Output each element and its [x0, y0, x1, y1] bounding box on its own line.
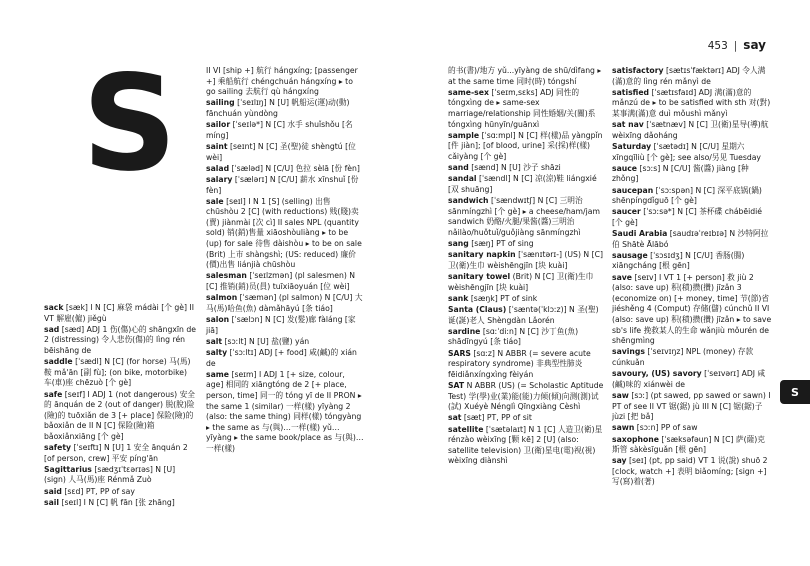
entry-definition: [ˈseɪlɪŋ] N [U] 帆船运(運)动(動) fānchuán yùndòng [206, 98, 350, 118]
entry-headword: saucer [612, 207, 641, 217]
entry-headword: sawn [612, 423, 635, 433]
entry-headword: sack [44, 303, 64, 312]
dictionary-entry [206, 197, 364, 271]
entry-headword: sailor [206, 120, 231, 130]
dictionary-entry [448, 250, 606, 271]
entry-definition: [ˈsænɪtərɪ-] (US) N [C] 卫(衛)生巾 wèishēngjīn [块 kuài] [448, 250, 603, 270]
entry-definition: [ˈsætədɪ] N [C/U] 星期六 xīngqīliù [个 gè]; see also/另见 Tuesday [612, 141, 761, 162]
entry-headword: sad [44, 324, 60, 334]
entry-definition: [ˈseɪvɪŋz] NPL (money) 存款 cúnkuǎn [612, 347, 754, 367]
dictionary-entry [448, 174, 606, 195]
entry-headword: salmon [206, 293, 238, 303]
entry-headword: sang [448, 239, 469, 249]
entry-definition: [ˈsætəlaɪt] N 1 [C] 人造卫(衛)星 rénzào wèixīng [颗 kē] 2 [U] (also: satellite television) 卫(衛)星电(電)视(視) wèixīng diànshì [448, 424, 603, 466]
dictionary-entry [448, 305, 606, 326]
entry-headword: satisfactory [612, 66, 664, 75]
entry-headword: sample [448, 130, 480, 140]
entry-headword: sank [448, 293, 469, 303]
entry-definition: [sænd] N [U] 沙子 shāzi [471, 163, 561, 173]
entry-headword: sat [448, 413, 462, 423]
dictionary-entry [44, 465, 196, 486]
entry-definition: [saudɪəˈreɪbɪə] N 沙特阿拉伯 Shātè Ālābó [612, 229, 769, 249]
entry-headword: salary [206, 174, 233, 184]
entry-definition: [sɔːn] PP of saw [636, 423, 698, 433]
dictionary-entry [206, 164, 364, 175]
entry-headword: savings [612, 347, 645, 357]
entry-definition: [sæŋk] PT of sink [470, 293, 538, 303]
dictionary-entry [448, 413, 606, 424]
entry-headword: sanitary towel [448, 272, 511, 282]
entry-definition: [sɑːˈdiːn] N [C] 沙丁鱼(魚) shādīngyú [条 tiáo] [448, 326, 579, 347]
entry-definition: [ˈsætnæv] N [C] 卫(衛)星导(導)航 wèixīng dǎoháng [612, 120, 769, 140]
column-2 [206, 66, 364, 455]
entry-definition: [ˈsɔːltɪ] ADJ [+ food] 咸(鹹)的 xián de [206, 347, 357, 368]
entry-definition: [sɑːz] N ABBR (= severe acute respiratory syndrome) 非典型性肺炎 fēidiǎnxíngxìng fèiyán [448, 348, 591, 379]
entry-headword: safety [44, 443, 72, 453]
entry-definition: [seɪl] I N 1 [S] (selling) 出售 chūshòu 2 [C] (with reductions) 贱(賤)卖(賣) jiànmài [次 cì] II sales NPL (quantity sold) 销(銷)售量 xiāoshòuliàng ▸ to be (up) for sale 待售 dàishòu ▸ to be on sale (Brit) 上市 shàngshì; (US: reduced) 廉价(價)出售 liánjià chūshòu [206, 196, 362, 270]
entry-definition: [seɪnt] N [C] 圣(聖)徒 shèngtú [位 wèi] [206, 141, 356, 162]
entry-definition: [ˈsælərɪ] N [C/U] 薪水 xīnshuǐ [份 fèn] [206, 174, 359, 195]
entry-headword: safe [44, 389, 63, 399]
dictionary-entry [448, 272, 606, 293]
entry-definition: [sɔːs] N [C/U] 酱(醬) jiàng [种 zhǒng] [612, 163, 749, 184]
entry-definition: [seɪm] I ADJ 1 [+ size, colour, age] 相同的 xiāngtóng de 2 [+ place, person, time] 同一的 tóng yī de II PRON ▸ the same 1 (similar) 一样(樣) yīyàng 2 (also: the same thing) 同样(樣) tóngyàng ▸ the same as 与(與)…一样(樣) yǔ…yīyàng ▸ the same book/place as 与(與)…一样(樣) [206, 369, 364, 453]
dictionary-entry [448, 294, 606, 305]
entry-headword: salt [206, 336, 223, 346]
entry-definition: [sɔːlt] N [U] 盐(鹽) yán [224, 336, 310, 346]
entry-definition: [seɪv] I VT 1 [+ person] 救 jiù 2 (also: save up) 积(積)攒(攢) jīzǎn 3 (economize on) [+ money, time] 节(節)省 jiéshěng 4 (Comput) 存储(儲) cúnchǔ II VI (also: save up) 积(積)攒(攢) jīzǎn ▸ to save sb's life 挽救某人的生命 wǎnjiù mǒurén de shēngmìng [612, 272, 772, 346]
entry-headword: Santa (Claus) [448, 305, 507, 314]
entry-definition: [ˈsɔːsə*] N [C] 茶杯碟 chábēidié [个 gè] [612, 207, 763, 227]
dictionary-entry [448, 88, 606, 130]
dictionary-entry [44, 443, 196, 464]
entry-definition: [ˈsɔsɪdʒ] N [C/U] 香肠(腸) xiāngcháng [根 gēn] [612, 250, 745, 271]
entry-headword: save [612, 272, 632, 282]
entry-definition: [sæd] ADJ 1 伤(傷)心的 shāngxīn de 2 (distressing) 令人悲伤(傷)的 lìng rén bēishāng de [44, 324, 196, 355]
entry-definition: [ˈseɪlə*] N [C] 水手 shuǐshǒu [名 míng] [206, 120, 353, 140]
entry-definition: [sætɪsˈfæktərɪ] ADJ 令人满(滿)意的 lìng rén mǎnyì de [612, 66, 766, 86]
dictionary-entry [612, 142, 772, 163]
dictionary-entry [612, 164, 772, 185]
dictionary-entry [206, 175, 364, 196]
entry-headword: sailing [206, 98, 235, 108]
entry-headword: saint [206, 141, 228, 151]
dictionary-entry [206, 293, 364, 314]
entry-headword: same-sex [448, 87, 489, 97]
dictionary-entry [612, 369, 772, 390]
dictionary-entry [44, 357, 196, 389]
page-number: 453 [707, 40, 728, 52]
dictionary-entry [612, 88, 772, 120]
entry-headword: saxophone [612, 434, 659, 444]
entry-definition: [ˈsæksəfəun] N [C] 萨(薩)克斯管 sàkèsīguǎn [根 gēn] [612, 434, 765, 455]
dictionary-entry [612, 347, 772, 368]
dictionary-entry [612, 251, 772, 272]
dictionary-entry [612, 120, 772, 141]
running-head [708, 38, 766, 52]
entry-headword: same [206, 369, 229, 379]
entry-headword: sardine [448, 326, 481, 336]
entry-headword: saucepan [612, 185, 654, 195]
entry-definition: [sæŋ] PT of sing [471, 239, 534, 249]
entry-definition: [seɪf] I ADJ 1 (not dangerous) 安全的 ānquán de 2 (out of danger) 脱(脫)险(險)的 tuōxiǎn de 3 [+ place] 保险(險)的 bǎoxiǎn de II N [C] 保险(險)箱 bǎoxiǎnxiāng [个 gè] [44, 389, 195, 441]
running-headword: say [743, 38, 766, 52]
dictionary-entry [206, 120, 364, 141]
column-4 [612, 66, 772, 488]
entry-headword: salesman [206, 271, 247, 281]
entry-definition: [ˈsædl] N [C] (for horse) 马(馬)鞍 mǎ'ān [副 fù]; (on bike, motorbike) 车(車)座 chēzuò [个 gè] [44, 357, 191, 388]
entry-headword: sat nav [612, 120, 644, 130]
entry-headword: say [612, 456, 627, 466]
entry-definition: [sɛd] PT, PP of say [64, 486, 135, 496]
dictionary-entry [448, 196, 606, 238]
entry-headword: satisfied [612, 87, 650, 97]
entry-definition: [ˈseɪlzmən] (pl salesmen) N [C] 推销(銷)员(員) tuīxiāoyuán [位 wèi] [206, 271, 356, 292]
dictionary-entry [206, 66, 364, 98]
entry-definition: [ˈsæləd] N [C/U] 色拉 sèlā [份 fèn] [231, 163, 360, 173]
dictionary-entry [206, 370, 364, 455]
entry-definition: [sɔː] (pt sawed, pp sawed or sawn) I PT of see II VT 锯(鋸) jù III N [C] 锯(鋸)子 jùzi [把 bǎ] [612, 390, 771, 422]
dictionary-entry [448, 131, 606, 163]
entry-headword: saddle [44, 357, 73, 367]
dictionary-entry [44, 325, 196, 357]
entry-headword: savoury, (US) savory [612, 369, 702, 379]
entry-definition: N ABBR (US) (= Scholastic Aptitude Test) 学(學)业(業)能(能)力倾(傾)向测(測)试(試) Xuéyè Nénglì Qīngxiàng Cèshì [448, 380, 604, 412]
entry-definition: [sæt] PT, PP of sit [463, 413, 532, 423]
dictionary-entry [612, 423, 772, 434]
column-3 [448, 66, 606, 467]
entry-definition: [ˈsɔːspən] N [C] 深平底锅(鍋) shēnpíngdǐguō [个 gè] [612, 185, 762, 206]
entry-definition: 的书(書)/地方 yǔ...yīyàng de shū/dìfang ▸ at the same time 同时(時) tóngshí [448, 66, 602, 86]
dictionary-entry [44, 487, 196, 498]
dictionary-entry [612, 186, 772, 207]
dictionary-entry [448, 66, 606, 87]
dictionary-entry [448, 381, 606, 413]
entry-definition: [sædʒɪˈtɛərɪəs] N [U] (sign) 人马(馬)座 Rénmǎ Zuò [44, 464, 176, 485]
dictionary-entry [612, 207, 772, 228]
entry-headword: sail [44, 497, 60, 507]
entry-definition: [ˈsændwɪtʃ] N [C] 三明治 sānmíngzhì [个 gè] ▸ a cheese/ham/jam sandwich 奶酪/火腿/果酱(醬)三明治 nǎilào/huǒtuǐ/guǒjiàng sānmíngzhì [448, 196, 600, 237]
dictionary-entry [612, 229, 772, 250]
entry-headword: salon [206, 315, 230, 324]
entry-headword: Sagittarius [44, 464, 92, 474]
entry-headword: salty [206, 347, 228, 357]
dictionary-entry [448, 163, 606, 174]
dictionary-entry [44, 303, 196, 324]
entry-headword: sand [448, 163, 469, 173]
entry-definition: II VI [ship +] 航行 hángxíng; [passenger +] 乘船航行 chéngchuán hángxíng ▸ to go sailing 去航行 qù hángxíng [206, 66, 358, 97]
dictionary-entry [448, 239, 606, 250]
header-separator: | [733, 40, 738, 52]
dictionary-entry [448, 425, 606, 467]
entry-definition: [ˈsɑːmpl] N [C] 样(樣)品 yàngpǐn [件 jiàn]; [of blood, urine] 采(採)样(樣) cǎiyàng [个 gè] [448, 130, 603, 161]
entry-headword: satellite [448, 424, 484, 434]
dictionary-entry [448, 349, 606, 381]
dictionary-entry [206, 271, 364, 292]
entry-definition: [ˈsætɪsfaɪd] ADJ 满(滿)意的 mǎnzú de ▸ to be satisfied with sth 对(對)某事满(滿)意 duì mǒushì mǎnyì [612, 87, 771, 118]
entry-definition: [seɪ] (pt, pp said) VT 1 说(說) shuō 2 [clock, watch +] 表明 biǎomíng; [sign +] 写(寫)着(著) [612, 456, 768, 487]
entry-headword: sauce [612, 163, 638, 173]
entry-definition: [sæk] I N [C] 麻袋 mádài [个 gè] II VT 解雇(僱) jiěgù [44, 303, 194, 323]
dictionary-entry [206, 348, 364, 369]
entry-headword: sausage [612, 250, 648, 260]
entry-headword: salad [206, 163, 230, 173]
dictionary-entry [448, 327, 606, 348]
thumb-tab: S [780, 380, 810, 404]
dictionary-entry [206, 337, 364, 348]
entry-headword: Saturday [612, 141, 652, 151]
dictionary-entry [612, 391, 772, 423]
entry-definition: (Brit) N [C] 卫(衛)生巾 wèishēngjīn [块 kuài] [448, 272, 594, 292]
entry-definition: [ˈsæmən] (pl salmon) N [C/U] 大马(馬)哈鱼(魚) dàmǎhāyú [条 tiáo] [206, 293, 363, 313]
column-1 [44, 303, 196, 508]
dictionary-entry [612, 66, 772, 87]
dictionary-entry [44, 390, 196, 443]
entry-definition: [ˈseɪvərɪ] ADJ 咸(鹹)味的 xiánwèi de [612, 369, 766, 389]
section-letter: S [82, 47, 178, 201]
entry-headword: saw [612, 390, 629, 400]
entry-definition: [ˈseɪm,sɛks] ADJ 同性的 tóngxìng de ▸ same-sex marriage/relationship 同性婚姻/关(關)系 tóngxìng hūnyīn/guānxì [448, 87, 596, 129]
entry-headword: Saudi Arabia [612, 229, 668, 239]
dictionary-entry [612, 435, 772, 456]
entry-headword: sale [206, 196, 224, 206]
entry-headword: said [44, 486, 62, 496]
entry-headword: sanitary napkin [448, 250, 516, 260]
entry-headword: SARS [448, 348, 471, 358]
dictionary-entry [612, 456, 772, 488]
entry-definition: [seɪl] I N [C] 帆 fān [张 zhāng] [61, 497, 175, 507]
entry-definition: [ˈsændl] N [C] 凉(涼)鞋 liángxié [双 shuāng] [448, 174, 597, 194]
entry-definition: [ˈseɪftɪ] N [U] 1 安全 ānquán 2 [of person, crew] 平安 píng'ān [44, 443, 188, 463]
dictionary-entry [206, 98, 364, 119]
entry-headword: SAT [448, 380, 465, 390]
entry-headword: sandal [448, 174, 477, 184]
dictionary-entry [206, 142, 364, 163]
entry-headword: sandwich [448, 196, 489, 206]
dictionary-entry [206, 315, 364, 336]
dictionary-entry [44, 498, 196, 509]
dictionary-entry [612, 273, 772, 347]
entry-definition: [ˈsælɔn] N [C] 发(髮)廊 fàláng [家 jiā] [206, 315, 356, 335]
entry-definition: [ˈsæntə(ˈklɔːz)] N 圣(聖)诞(誕)老人 Shèngdàn Lǎorén [448, 305, 599, 325]
